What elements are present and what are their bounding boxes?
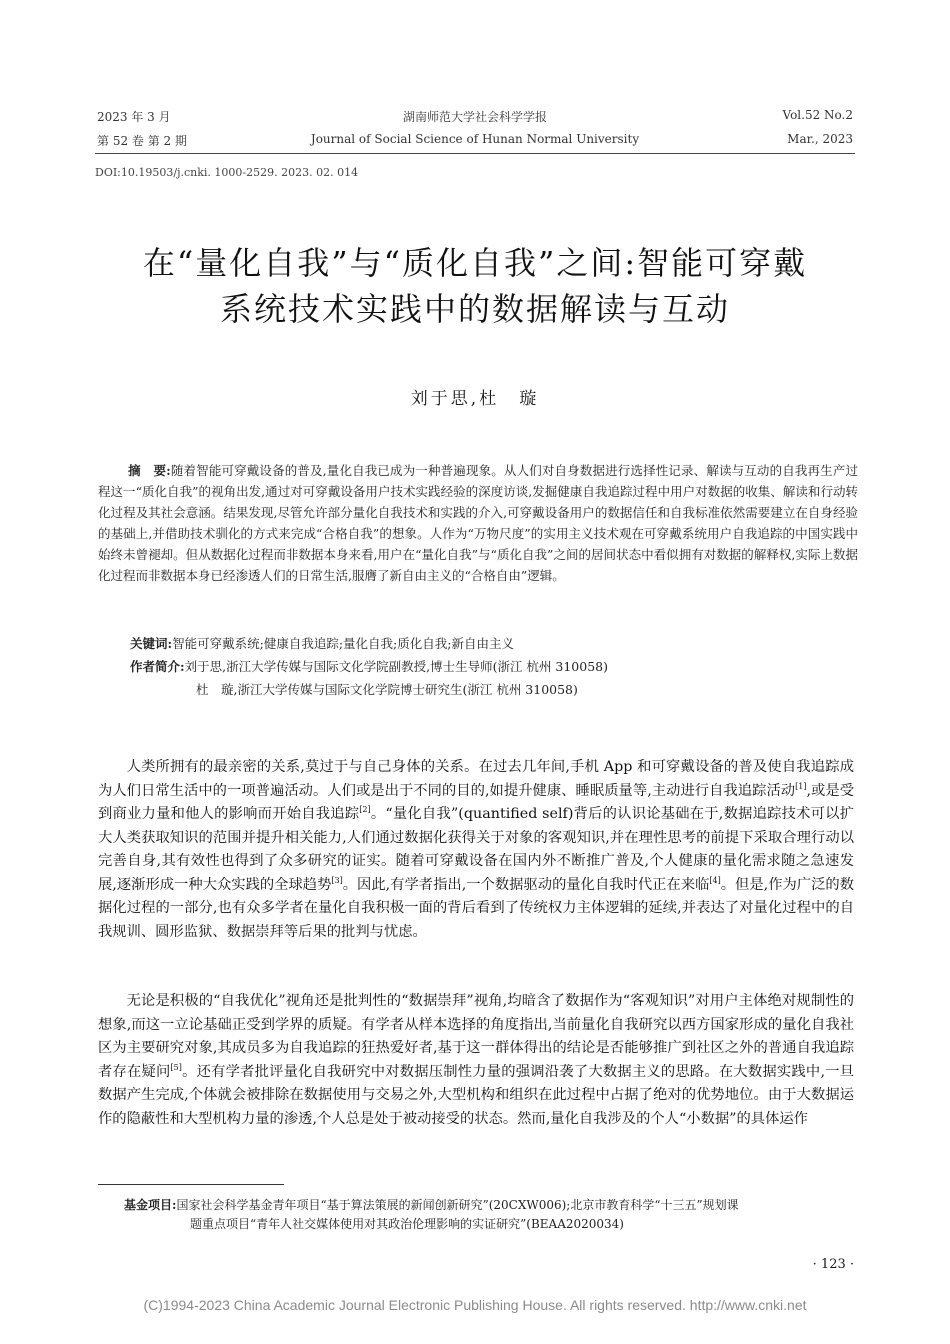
body-text-span: 。“量化自我”(quantified self)背后的认识论基础在于,数据追踪技术可以扩大人类获取知识的范围并提升相关能力,人们通过数据化获得关于对象的客观知识,并在理性思考的前提下采取合理行动以完善自身,其有效性也得到了众多研究的证实。随着可穿戴设备在国内外不断推广普及,个人健康的量化需求随之急速发展,逐渐形成一种大众实践的全球趋势 [98,806,854,893]
body-text-span: 无论是积极的“自我优化”视角还是批判性的“数据崇拜”视角,均暗含了数据作为“客观知识”对用户主体绝对规制性的想象,而这一立论基础正受到学界的质疑。有学者从样本选择的角度指出,当前量化自我研究以西方国家形成的量化自我社区为主要研究对象,其成员多为自我追踪的狂热爱好者,基于这一群体得出的结论是否能够推广到社区之外的普通自我追踪者存在疑问 [98,993,854,1080]
author-info-line-1: 刘于思,浙江大学传媒与国际文化学院副教授,博士生导师(浙江 杭州 310058) [184,659,608,674]
header-issue: 第 52 卷 第 2 期 [97,134,187,148]
header-journal-cn: 湖南师范大学社会科学学报 [402,110,547,124]
citation-ref[interactable]: [4] [709,875,721,885]
body-text-span: 。但是,作为广泛的数据化过程的一部分,也有众多学者在量化自我积极一面的背后看到了传统权力主体逻辑的延续,并表达了对量化过程中的自我规训、圆形监狱、数据崇拜等后果的批判与忧虑。 [98,876,855,940]
footnote-rule [98,1184,284,1185]
header-journal-en: Journal of Social Science of Hunan Normal University [310,132,640,146]
authors: 刘于思,杜 璇 [410,389,540,409]
keywords-text: 智能可穿戴系统;健康自我追踪;量化自我;质化自我;新自由主义 [172,636,514,651]
abstract [98,460,858,586]
header-volume: Vol.52 No.2 [782,108,853,122]
page-number: · 123 · [812,1257,854,1272]
author-info [130,656,608,677]
header-rule [95,153,855,154]
title-line-2: 系统技术实践中的数据解读与互动 [219,290,730,328]
funding-line-1: 国家社会科学基金青年项目“基于算法策展的新闻创新研究”(20CXW006);北京市教育科学“十三五”规划课 [176,1198,739,1212]
body-paragraph-2 [98,990,854,1131]
funding-note [124,1196,854,1234]
funding-line-2: 题重点项目“青年人社交媒体使用对其政治伦理影响的实证研究”(BEAA2020034) [190,1217,624,1231]
citation-ref[interactable]: [5] [170,1062,182,1072]
abstract-label: 摘 要: [128,463,171,478]
funding-label: 基金项目: [124,1198,177,1212]
copyright-footer: (C)1994-2023 China Academic Journal Electronic Publishing House. All rights reserved. http://www.cnki.net [143,1297,807,1313]
citation-ref[interactable]: [3] [331,875,343,885]
keywords-label: 关键词: [130,636,173,651]
citation-ref[interactable]: [1] [795,781,807,791]
body-paragraph-1 [98,756,854,944]
author-info-label: 作者简介: [130,659,185,674]
body-text-span: 。还有学者批评量化自我研究中对数据压制性力量的强调沿袭了大数据主义的思路。在大数据实践中,一旦数据产生完成,个体就会被排除在数据使用与交易之外,大型机构和组织在此过程中占据了绝对的优势地位。由于大数据运作的隐蔽性和大型机构力量的渗透,个人总是处于被动接受的状态。然而,量化自我涉及的个人“小数据”的具体运作 [98,1063,855,1127]
body-text-span: 人类所拥有的最亲密的关系,莫过于与自己身体的关系。在过去几年间,手机 App 和可穿戴设备的普及使自我追踪成为人们日常生活中的一项普遍活动。人们或是出于不同的目的,如提升健康、睡眠质量等,主动进行自我追踪活动 [98,759,854,799]
title-line-1: 在“量化自我”与“质化自我”之间:智能可穿戴 [142,244,808,282]
doi: DOI:10.19503/j.cnki. 1000-2529. 2023. 02. 014 [95,166,359,179]
keywords [130,633,514,654]
abstract-text: 随着智能可穿戴设备的普及,量化自我已成为一种普遍现象。从人们对自身数据进行选择性记录、解读与互动的自我再生产过程这一“质化自我”的视角出发,通过对可穿戴设备用户技术实践经验的深度访谈,发掘健康自我追踪过程中用户对数据的收集、解读和行动转化过程及其社会意涵。结果发现,尽管允许部分量化自我技术和实践的介入,可穿戴设备用户的数据信任和自我标准依然需要建立在自身经验的基础上,并借助技术驯化的方式来完成“合格自我”的想象。人作为“万物尺度”的实用主义技术观在可穿戴系统用户自我追踪的中国实践中始终未曾褪却。但从数据化过程而非数据本身来看,用户在“量化自我”与“质化自我”之间的居间状态中看似拥有对数据的解释权,实际上数据化过程而非数据本身已经渗透人们的日常生活,服膺了新自由主义的“合格自由”逻辑。 [98,463,858,583]
body-text-span: ,或是受到商业力量和他人的影响而开始自我追踪 [98,782,854,822]
citation-ref[interactable]: [2] [359,805,371,815]
header-date: 2023 年 3 月 [97,110,171,124]
author-info-line-2: 杜 璇,浙江大学传媒与国际文化学院博士研究生(浙江 杭州 310058) [196,682,578,697]
header-month: Mar., 2023 [787,132,853,146]
body-text-span: 。因此,有学者指出,一个数据驱动的量化自我时代正在来临 [342,876,710,893]
